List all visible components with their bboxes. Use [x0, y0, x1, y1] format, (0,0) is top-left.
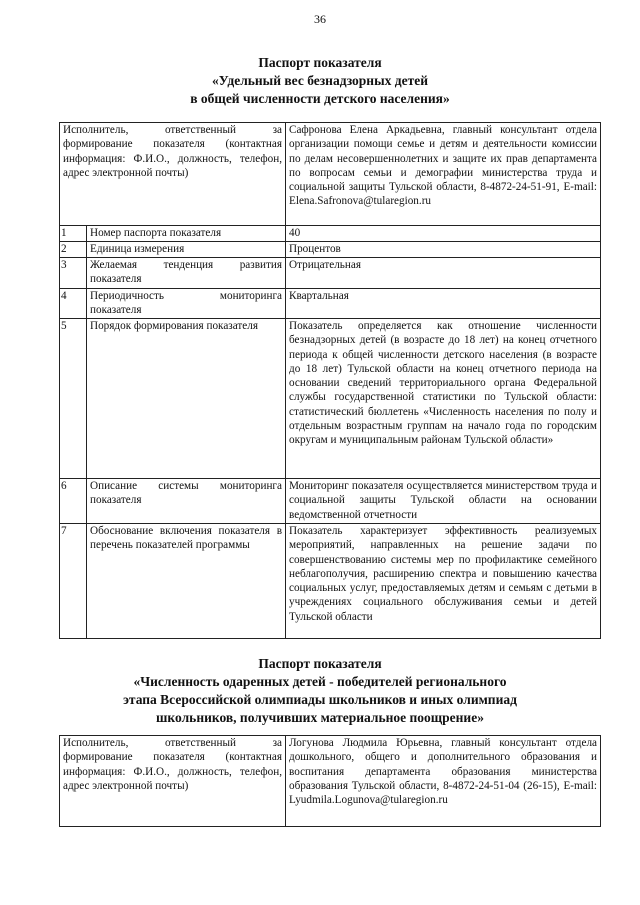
row-value: Показатель определяется как отношение численности безнадзорных детей (в возрасте до 18 лет) на конец отчетного периода к общей численности детского населения (в возрасте до 18 лет) Тульской области на конец отчетного периода на основании сведений территориального органа Федеральной службы государственной статистики по Тульской области: статистический бюллетень «Численность населения по полу и отдельным возрастным группам на начало года по городским округам и муниципальным районам Тульской области»: [286, 319, 601, 479]
executor-label: Исполнитель, ответственный за формирование показателя (контактная информация: Ф.И.О., должность, телефон, адрес электронной почты): [60, 736, 286, 827]
row-value: 40: [286, 226, 601, 242]
title-line: Паспорт показателя: [258, 55, 382, 70]
table-row: [60, 524, 601, 639]
table-row: [60, 258, 601, 289]
row-label: Порядок формирования показателя: [87, 319, 286, 479]
title-line: Паспорт показателя: [258, 656, 382, 671]
page-number: 36: [314, 12, 326, 26]
table-row-header: [60, 123, 601, 226]
row-label: Номер паспорта показателя: [87, 226, 286, 242]
executor-value: Логунова Людмила Юрьевна, главный консультант отдела дошкольного, общего и дополнительного образования и воспитания департамента образования министерства образования Тульской области, 8-4872-24-51-04 (26-15), E-mail: Lyudmila.Logunova@tularegion.ru: [286, 736, 601, 827]
row-label: Периодичность мониторинга показателя: [87, 289, 286, 319]
table-row-header: [60, 736, 601, 827]
title-line: школьников, получивших материальное поощрение»: [156, 710, 484, 725]
passport-table-2: [59, 735, 601, 827]
table-row: [60, 242, 601, 258]
row-number: 2: [60, 242, 87, 258]
executor-value: Сафронова Елена Аркадьевна, главный консультант отдела организации помощи семье и детям и деятельности комиссии по делам несовершеннолетних и защите их прав департамента по вопросам семьи и демографии министерства труда и социальной защиты Тульской области, 8-4872-24-51-91, E-mail: Elena.Safronova@tularegion.ru: [286, 123, 601, 226]
title-line: в общей численности детского населения»: [190, 91, 450, 106]
table-row: [60, 226, 601, 242]
row-value: Процентов: [286, 242, 601, 258]
row-value: Квартальная: [286, 289, 601, 319]
row-number: 6: [60, 479, 87, 524]
row-value: Мониторинг показателя осуществляется министерством труда и социальной защиты Тульской области на основании ведомственной отчетности: [286, 479, 601, 524]
row-number: 1: [60, 226, 87, 242]
passport-title-1: [40, 54, 600, 108]
passport-title-2: [40, 655, 600, 727]
row-number: 3: [60, 258, 87, 289]
table-row: [60, 289, 601, 319]
row-number: 4: [60, 289, 87, 319]
row-value: Отрицательная: [286, 258, 601, 289]
row-number: 7: [60, 524, 87, 639]
row-label: Желаемая тенденция развития показателя: [87, 258, 286, 289]
passport-table-1: [59, 122, 601, 639]
executor-label: Исполнитель, ответственный за формирование показателя (контактная информация: Ф.И.О., должность, телефон, адрес электронной почты): [60, 123, 286, 226]
row-value: Показатель характеризует эффективность реализуемых мероприятий, направленных на решение задачи по совершенствованию системы мер по профилактике семейного неблагополучия, расширению спектра и повышению качества социальных услуг, предоставляемых детям и семьям с детьми в учреждениях социального обслуживания семьи и детей Тульской области: [286, 524, 601, 639]
row-label: Описание системы мониторинга показателя: [87, 479, 286, 524]
row-number: 5: [60, 319, 87, 479]
table-row: [60, 479, 601, 524]
title-line: «Удельный вес безнадзорных детей: [212, 73, 428, 88]
row-label: Единица измерения: [87, 242, 286, 258]
title-line: этапа Всероссийской олимпиады школьников и иных олимпиад: [123, 692, 517, 707]
table-row: [60, 319, 601, 479]
title-line: «Численность одаренных детей - победителей регионального: [133, 674, 507, 689]
row-label: Обоснование включения показателя в перечень показателей программы: [87, 524, 286, 639]
